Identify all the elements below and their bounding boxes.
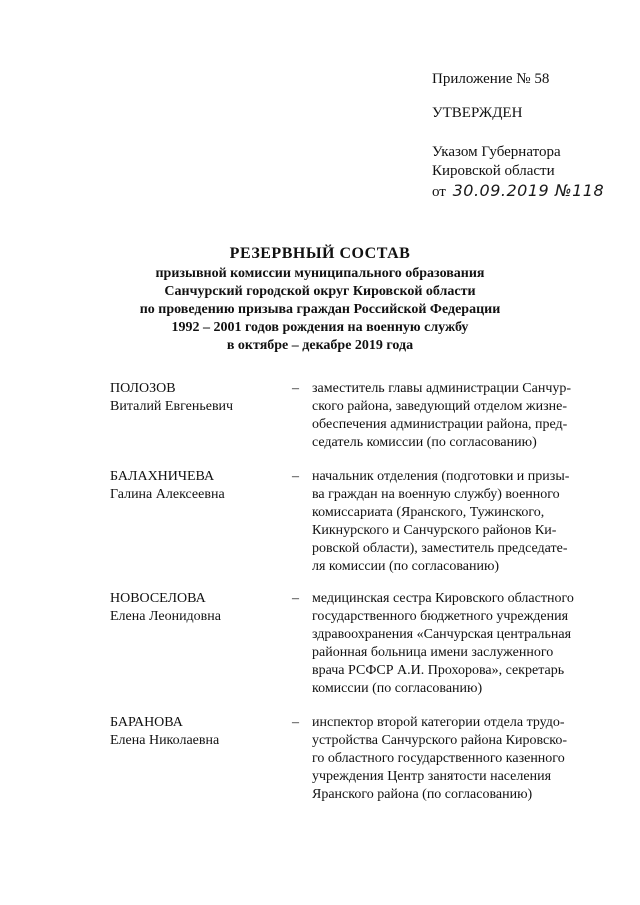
- member-surname: БАЛАХНИЧЕВА: [110, 469, 215, 484]
- member-name: [110, 714, 280, 750]
- role-line: ровской области), заместитель председате-: [312, 541, 568, 556]
- role-line: врача РСФСР А.И. Прохорова», секретарь: [312, 663, 565, 678]
- role-line: инспектор второй категории отдела трудо-: [312, 715, 565, 730]
- handwritten-date: 30.09.2019: [452, 181, 550, 200]
- decree-date-line: [432, 181, 604, 202]
- role-line: учреждения Центр занятости населения: [312, 769, 552, 784]
- member-name: [110, 380, 280, 416]
- role-line: районная больница имени заслуженного: [312, 645, 554, 660]
- title-line: Санчурский городской округ Кировской области: [164, 284, 476, 299]
- member-role: [312, 468, 596, 576]
- member-given-name: Галина Алексеевна: [110, 487, 225, 502]
- role-line: ва граждан на военную службу) военного: [312, 487, 560, 502]
- member-dash: –: [292, 469, 299, 484]
- member-role: [312, 380, 596, 452]
- member-name: [110, 590, 280, 626]
- approval-block: [432, 70, 604, 202]
- role-line: ля комиссии (по согласованию): [312, 559, 500, 574]
- role-line: комиссариата (Яранского, Тужинского,: [312, 505, 545, 520]
- member-role: [312, 590, 596, 698]
- role-line: начальник отделения (подготовки и призы-: [312, 469, 570, 484]
- member-dash: –: [292, 381, 299, 396]
- role-line: заместитель главы администрации Санчур-: [312, 381, 572, 396]
- role-line: обеспечения администрации района, пред-: [312, 417, 568, 432]
- handwritten-number: №118: [554, 181, 605, 200]
- member-dash: –: [292, 715, 299, 730]
- member-dash: –: [292, 591, 299, 606]
- member-surname: БАРАНОВА: [110, 715, 183, 730]
- role-line: устройства Санчурского района Кировско-: [312, 733, 567, 748]
- role-line: медицинская сестра Кировского областного: [312, 591, 574, 606]
- role-line: Яранского района (по согласованию): [312, 787, 533, 802]
- title-line: призывной комиссии муниципального образования: [155, 266, 485, 281]
- member-surname: ПОЛОЗОВ: [110, 381, 176, 396]
- document-title: [0, 243, 640, 355]
- role-line: седатель комиссии (по согласованию): [312, 435, 537, 450]
- member-given-name: Виталий Евгеньевич: [110, 399, 234, 414]
- title-line: по проведению призыва граждан Российской Федерации: [139, 302, 501, 317]
- member-surname: НОВОСЕЛОВА: [110, 591, 206, 606]
- title-line: в октябре – декабре 2019 года: [226, 338, 414, 353]
- role-line: ского района, заведующий отделом жизне-: [312, 399, 567, 414]
- title-line: 1992 – 2001 годов рождения на военную службу: [171, 320, 469, 335]
- title-main: РЕЗЕРВНЫЙ СОСТАВ: [229, 245, 411, 262]
- member-name: [110, 468, 280, 504]
- member-given-name: Елена Леонидовна: [110, 609, 221, 624]
- member-given-name: Елена Николаевна: [110, 733, 220, 748]
- role-line: го областного государственного казенного: [312, 751, 565, 766]
- decree-line-1: Указом Губернатора: [432, 144, 561, 160]
- approved-label: УТВЕРЖДЕН: [432, 105, 523, 121]
- member-role: [312, 714, 596, 804]
- role-line: государственного бюджетного учреждения: [312, 609, 569, 624]
- role-line: Кикнурского и Санчурского районов Ки-: [312, 523, 557, 538]
- role-line: здравоохранения «Санчурская центральная: [312, 627, 572, 642]
- date-prefix: от: [432, 184, 446, 200]
- decree-line-2: Кировской области: [432, 163, 555, 179]
- role-line: комиссии (по согласованию): [312, 681, 483, 696]
- appendix-number: Приложение № 58: [432, 71, 550, 87]
